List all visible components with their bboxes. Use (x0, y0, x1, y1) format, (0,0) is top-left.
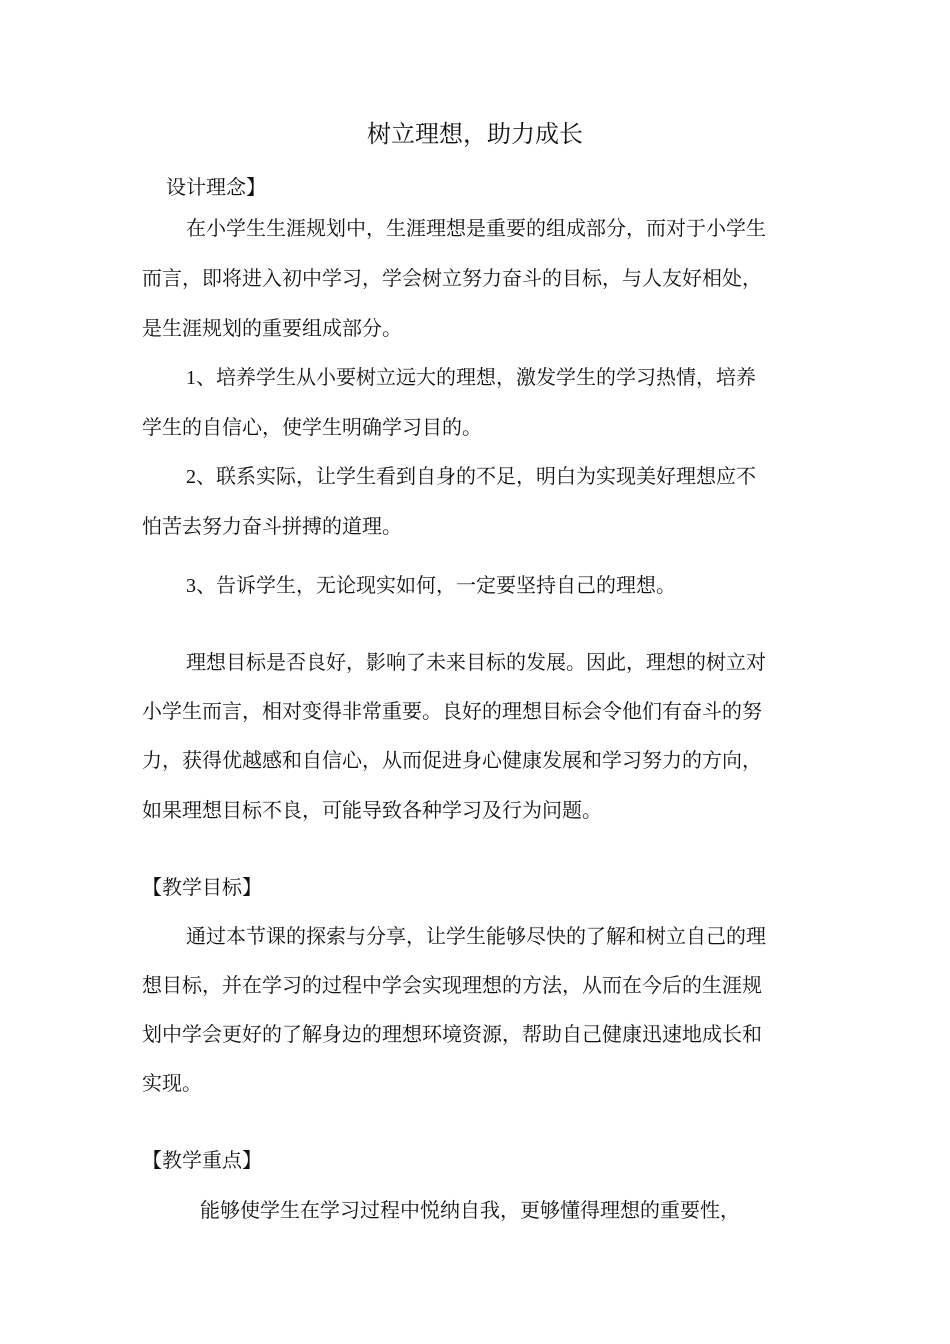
objectives-line: 想目标，并在学习的过程中学会实现理想的方法，从而在今后的生涯规 (142, 973, 762, 997)
objectives-heading: 【教学目标】 (142, 875, 262, 899)
design-para-line: 力，获得优越感和自信心，从而促进身心健康发展和学习努力的方向， (142, 748, 762, 772)
item-text: 、告诉学生，无论现实如何，一定要坚持自己的理想。 (196, 573, 676, 597)
design-item-2 (186, 464, 756, 489)
objectives-line: 实现。 (142, 1071, 202, 1095)
design-para-line: 小学生而言，相对变得非常重要。良好的理想目标会令他们有奋斗的努 (142, 699, 762, 723)
item-text: 、培养学生从小要树立远大的理想，激发学生的学习热情，培养 (196, 365, 756, 389)
keypoints-heading: 【教学重点】 (142, 1148, 262, 1172)
design-intro-line: 而言，即将进入初中学习，学会树立努力奋斗的目标，与人友好相处， (142, 266, 762, 290)
document-title: 树立理想，助力成长 (367, 120, 583, 148)
item-number: 2 (186, 466, 196, 488)
design-item-3 (186, 573, 676, 598)
objectives-line: 通过本节课的探索与分享，让学生能够尽快的了解和树立自己的理 (186, 924, 766, 948)
objectives-line: 划中学会更好的了解身边的理想环境资源，帮助自己健康迅速地成长和 (142, 1022, 762, 1046)
design-item-2-cont: 怕苦去努力奋斗拼搏的道理。 (142, 514, 402, 538)
design-intro-line: 是生涯规划的重要组成部分。 (142, 316, 402, 340)
item-number: 1 (186, 367, 196, 389)
item-text: 、联系实际，让学生看到自身的不足，明白为实现美好理想应不 (196, 464, 756, 488)
item-number: 3 (186, 575, 196, 597)
design-para-line: 如果理想目标不良，可能导致各种学习及行为问题。 (142, 798, 602, 822)
design-item-1 (186, 365, 756, 390)
design-item-1-cont: 学生的自信心，使学生明确学习目的。 (142, 415, 482, 439)
design-intro-line: 在小学生生涯规划中，生涯理想是重要的组成部分，而对于小学生 (186, 216, 766, 240)
keypoints-line: 能够使学生在学习过程中悦纳自我，更够懂得理想的重要性， (200, 1198, 740, 1222)
design-heading: 设计理念】 (166, 175, 266, 199)
design-para-line: 理想目标是否良好，影响了未来目标的发展。因此，理想的树立对 (186, 650, 766, 674)
